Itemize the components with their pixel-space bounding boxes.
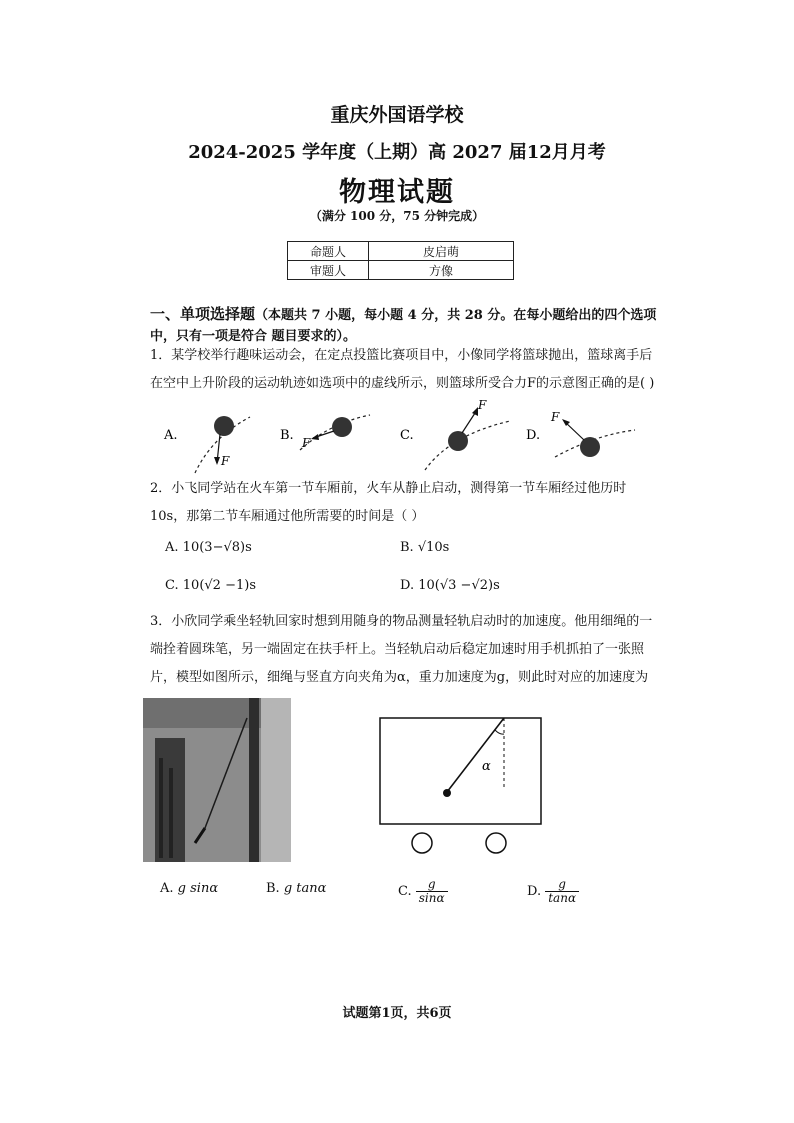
option-letter: C. <box>398 884 412 899</box>
option-inner: √3 −√2 <box>439 578 488 593</box>
train-model-diagram <box>375 715 545 860</box>
string <box>447 718 504 792</box>
train-photo-drawing <box>143 698 291 862</box>
question-1-text: 1．某学校举行趣味运动会，在定点投篮比赛项目中，小像同学将篮球抛出，篮球离手后在空中上升阶段的运动轨迹如选项中的虚线所示，则篮球所受合力F的示意图正确的是( ) <box>150 348 655 391</box>
option-unit: s <box>493 578 500 593</box>
option-coef: 10 <box>182 578 200 593</box>
school-name: 重庆外国语学校 <box>330 104 464 126</box>
page-footer: 试题第1页，共6页 <box>342 1006 452 1021</box>
option-expr: g tanα <box>283 881 327 896</box>
score-note: （满分 100 分，75 分钟完成） <box>309 209 485 223</box>
q3-option-d <box>527 878 579 905</box>
q3-option-a <box>160 881 218 896</box>
option-inner: √2 −1 <box>204 578 245 593</box>
option-coef: 10 <box>418 578 435 593</box>
q1-option-b-letter: B. <box>280 428 294 443</box>
q3-option-c <box>398 878 448 905</box>
train-photo <box>143 698 291 862</box>
q1-option-c-letter: C. <box>400 428 414 443</box>
fraction-numerator: g <box>545 878 579 892</box>
option-unit: s <box>249 578 256 593</box>
q1-b-force-label: F <box>302 436 311 450</box>
option-letter: A. <box>160 881 174 896</box>
option-letter: D. <box>400 578 415 593</box>
staff-label: 审题人 <box>288 261 369 280</box>
q3-option-b <box>266 881 326 896</box>
option-unit: s <box>245 540 252 555</box>
carriage-box <box>380 718 541 824</box>
q1-option-d-letter: D. <box>526 428 541 443</box>
subject-title: 物理试题 <box>339 177 455 208</box>
q1-c-trajectory <box>425 421 510 470</box>
q1-d-force-label: F <box>551 410 560 424</box>
q1-a-ball <box>214 416 234 436</box>
section-desc: （本题共 7 小题，每小题 4 分，共 28 分。在每小题给出的四个选项中，只有一项是符合 题目要求的）。 <box>150 308 657 344</box>
wheel-right <box>486 833 506 853</box>
option-letter: A. <box>165 540 179 555</box>
q1-option-a-letter: A. <box>164 428 178 443</box>
q1-c-ball <box>448 431 468 451</box>
option-letter: B. <box>400 540 414 555</box>
section-title: 一、单项选择题 <box>150 305 256 323</box>
staff-value: 方像 <box>369 261 514 280</box>
staff-value: 皮启萌 <box>369 242 514 261</box>
option-letter: D. <box>527 884 542 899</box>
q2-option-d: D. 10(√3 −√2)s <box>400 578 500 593</box>
question-3-text: 3．小欣同学乘坐轻轨回家时想到用随身的物品测量轻轨启动时的加速度。他用细绳的一端拴着圆珠笔，另一端固定在扶手杆上。当轻轨启动后稳定加速时用手机抓拍了一张照片，模型如图所示，细绳与竖直方向夹角为α，重力加速度为g，则此时对应的加速度为 <box>150 614 653 685</box>
option-inner: 3−√8 <box>204 540 241 555</box>
exam-title: 2024-2025 学年度（上期）高 2027 届12月月考 <box>188 142 606 163</box>
q1-b-arrowhead <box>311 434 319 440</box>
q2-option-c: C. 10(√2 −1)s <box>165 578 256 593</box>
q1-a-arrowhead <box>214 457 220 465</box>
table-row <box>288 242 514 261</box>
angle-label: α <box>482 759 491 774</box>
q1-b-ball <box>332 417 352 437</box>
staff-table <box>287 241 514 280</box>
q2-option-b <box>400 540 449 555</box>
fraction <box>416 878 448 905</box>
q1-c-force-label: F <box>478 398 487 412</box>
fraction-denominator: sinα <box>418 891 445 905</box>
option-expr: g sinα <box>177 881 219 896</box>
angle-arc <box>495 730 504 734</box>
table-row <box>288 261 514 280</box>
q2-option-a: A. 10(3−√8)s <box>165 540 252 555</box>
q1-d-ball <box>580 437 600 457</box>
option-letter: C. <box>165 578 179 593</box>
q1-a-force-label: F <box>221 454 230 468</box>
option-coef: 10 <box>182 540 200 555</box>
fraction-denominator: tanα <box>548 891 577 905</box>
question-1-figures <box>150 395 670 475</box>
option-expr: √10s <box>417 540 450 555</box>
question-2-text: 2．小飞同学站在火车第一节车厢前，火车从静止启动，测得第一节车厢经过他历时 10s，那第二节车厢通过他所需要的时间是（ ） <box>150 481 627 524</box>
pen-bob <box>443 789 451 797</box>
fraction <box>545 878 579 905</box>
option-letter: B. <box>266 881 280 896</box>
wheel-left <box>412 833 432 853</box>
staff-label: 命题人 <box>288 242 369 261</box>
section-header <box>150 304 670 347</box>
fraction-numerator: g <box>416 878 448 892</box>
